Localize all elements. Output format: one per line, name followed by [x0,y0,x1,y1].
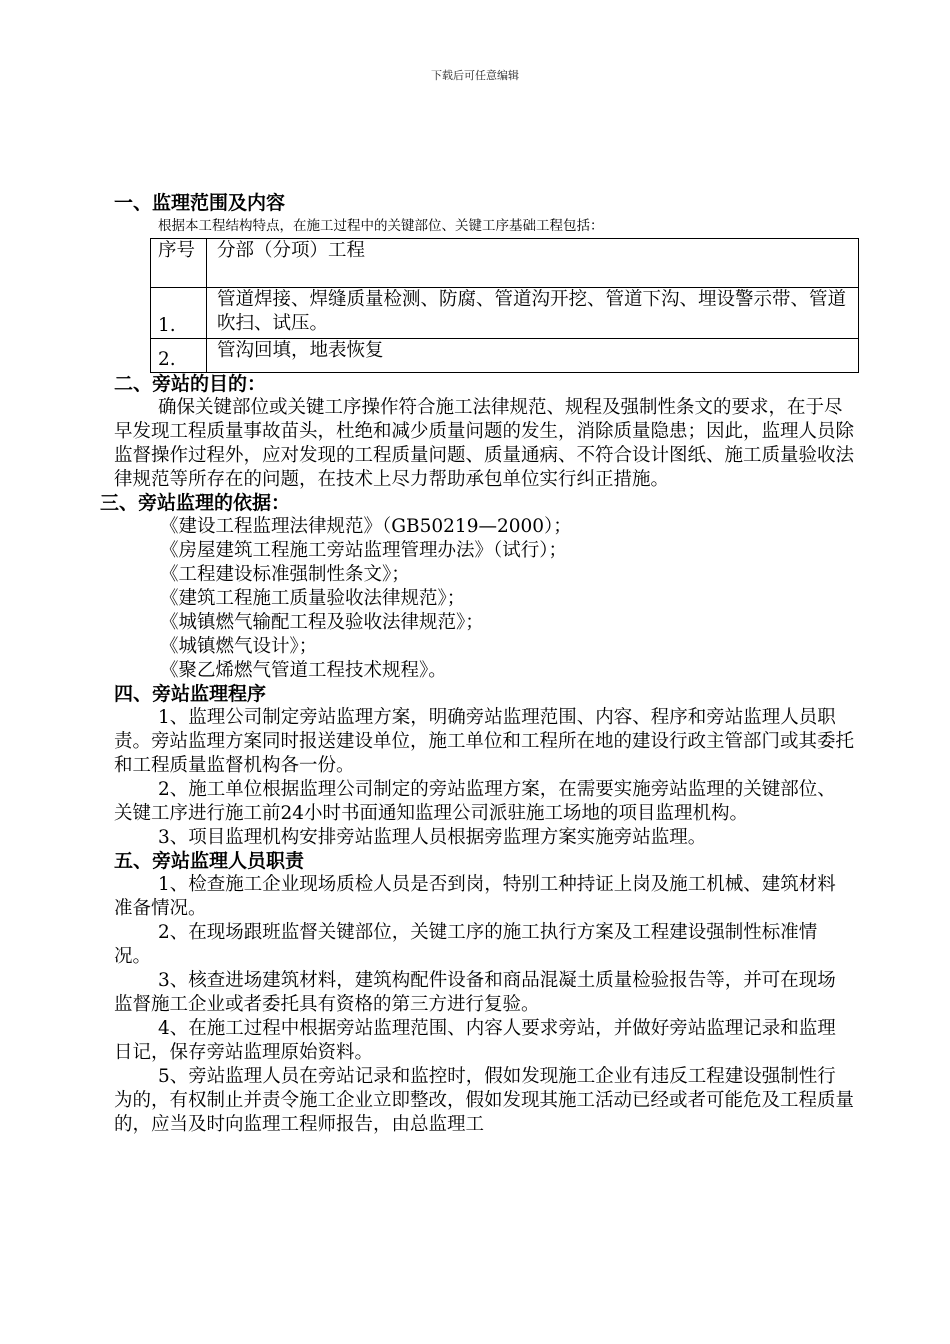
section-5-title: 五、旁站监理人员职责 [114,850,305,872]
table-cell-item: 管沟回填，地表恢复 [207,339,859,373]
duty-item: 2、在现场跟班监督关键部位，关键工序的施工执行方案及工程建设强制性标准情况。 [114,922,818,967]
table-row [151,288,859,339]
table-header-row [151,239,859,288]
procedure-item: 3、项目监理机构安排旁站监理人员根据旁监理方案实施旁站监理。 [158,827,707,848]
reference-item: 《城镇燃气输配工程及验收法律规范》； [160,612,484,633]
table-cell-item: 管道焊接、焊缝质量检测、防腐、管道沟开挖、管道下沟、埋设警示带、管道吹扫、试压。 [207,288,859,339]
duty-item: 5、旁站监理人员在旁站记录和监控时，假如发现施工企业有违反工程建设强制性行为的，有权制止并责令施工企业立即整改，假如发现其施工活动已经或者可能危及工程质量的，应当及时向监理工程师报告，由总监理工 [114,1066,855,1135]
reference-item: 《工程建设标准强制性条文》； [160,564,410,585]
section-1-title: 一、监理范围及内容 [114,192,286,214]
table-row [151,339,859,373]
reference-item: 《建设工程监理法律规范》（GB50219—2000）； [160,516,572,537]
procedure-item: 2、施工单位根据监理公司制定的旁站监理方案，在需要实施旁站监理的关键部位、关键工序进行施工前24小时书面通知监理公司派驻施工场地的项目监理机构。 [114,779,836,824]
table-cell-no: 1. [151,288,207,339]
duty-item: 3、核查进场建筑材料，建筑构配件设备和商品混凝土质量检验报告等，并可在现场监督施工企业或者委托具有资格的第三方进行复验。 [114,970,836,1015]
table-header-item: 分部（分项）工程 [207,239,859,288]
section-3-title: 三、旁站监理的依据： [100,492,291,514]
reference-item: 《城镇燃气设计》； [160,636,318,657]
table-header-no: 序号 [151,239,207,288]
procedure-item: 1、监理公司制定旁站监理方案，明确旁站监理范围、内容、程序和旁站监理人员职责。旁站监理方案同时报送建设单位，施工单位和工程所在地的建设行政主管部门或其委托和工程质量监督机构各一份。 [114,707,855,776]
section-2-title: 二、旁站的目的： [114,373,267,395]
reference-item: 《建筑工程施工质量验收法律规范》； [160,588,466,609]
duty-item: 1、检查施工企业现场质检人员是否到岗，特别工种持证上岗及施工机械、建筑材料准备情况。 [114,874,836,919]
reference-item: 《聚乙烯燃气管道工程技术规程》。 [160,660,447,681]
reference-item: 《房屋建筑工程施工旁站监理管理办法》（试行）； [160,540,568,561]
document-body [100,192,855,1137]
duty-item: 4、在施工过程中根据旁站监理范围、内容人要求旁站，并做好旁站监理记录和监理日记，保存旁站监理原始资料。 [114,1018,836,1063]
table-cell-no: 2. [151,339,207,373]
section-1-intro: 根据本工程结构特点，在施工过程中的关键部位、关键工序基础工程包括： [158,218,604,234]
section-4-title: 四、旁站监理程序 [114,683,267,705]
key-works-table [150,238,859,373]
section-2-body: 确保关键部位或关键工序操作符合施工法律规范、规程及强制性条文的要求，在于尽早发现工程质量事故苗头，杜绝和减少质量问题的发生，消除质量隐患；因此，监理人员除监督操作过程外，应对发现的工程质量问题、质量通病、不符合设计图纸、施工质量验收法律规范等所存在的问题，在技术上尽力帮助承包单位实行纠正措施。 [114,397,855,490]
header-note: 下载后可任意编辑 [431,69,519,82]
